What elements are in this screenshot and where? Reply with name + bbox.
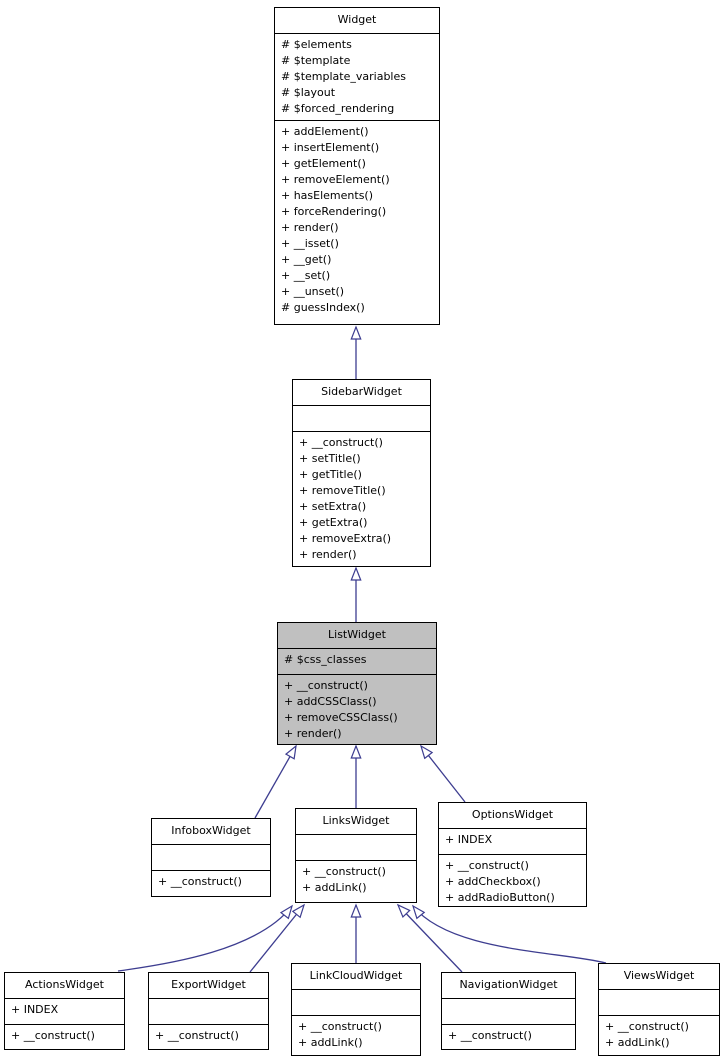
attributes-section xyxy=(152,845,270,871)
method-row: + __construct() xyxy=(448,1029,532,1042)
methods-section xyxy=(599,1016,719,1055)
class-name: LinksWidget xyxy=(296,809,416,835)
class-name: ExportWidget xyxy=(149,973,268,999)
attribute-row: # $elements xyxy=(281,38,352,51)
method-row: + addCSSClass() xyxy=(284,695,377,708)
method-row: + render() xyxy=(284,727,342,740)
class-name: Widget xyxy=(275,8,439,34)
attribute-row: # $template_variables xyxy=(281,70,406,83)
methods-section xyxy=(152,871,270,896)
method-row: + addCheckbox() xyxy=(445,875,541,888)
class-box-NavigationWidget[interactable] xyxy=(441,972,576,1050)
attributes-section xyxy=(293,406,430,432)
method-row: + __get() xyxy=(281,253,332,266)
attributes-section xyxy=(149,999,268,1025)
inheritance-edge-ExportWidget-to-LinksWidget xyxy=(250,905,304,972)
method-row: + addLink() xyxy=(605,1036,670,1049)
attributes-section xyxy=(439,829,586,855)
inheritance-edge-ActionsWidget-to-LinksWidget xyxy=(118,906,292,971)
inheritance-edge-OptionsWidget-to-ListWidget xyxy=(421,746,465,802)
attributes-section xyxy=(442,999,575,1025)
method-row: + addElement() xyxy=(281,125,369,138)
method-row: + __construct() xyxy=(299,436,383,449)
class-name: OptionsWidget xyxy=(439,803,586,829)
class-box-ActionsWidget[interactable] xyxy=(4,972,125,1050)
attributes-section xyxy=(296,835,416,861)
methods-section xyxy=(439,855,586,907)
method-row: + setTitle() xyxy=(299,452,361,465)
method-row: # guessIndex() xyxy=(281,301,365,314)
method-row: + addRadioButton() xyxy=(445,891,555,904)
method-row: + removeTitle() xyxy=(299,484,386,497)
class-name: NavigationWidget xyxy=(442,973,575,999)
attribute-row: # $forced_rendering xyxy=(281,102,395,115)
class-box-OptionsWidget[interactable] xyxy=(438,802,587,907)
methods-section xyxy=(275,121,439,324)
method-row: + __unset() xyxy=(281,285,345,298)
class-box-InfoboxWidget[interactable] xyxy=(151,818,271,897)
method-row: + removeElement() xyxy=(281,173,390,186)
attribute-row: # $template xyxy=(281,54,351,67)
class-name: InfoboxWidget xyxy=(152,819,270,845)
method-row: + getTitle() xyxy=(299,468,362,481)
attributes-section xyxy=(275,34,439,121)
method-row: + __set() xyxy=(281,269,331,282)
class-box-LinkCloudWidget[interactable] xyxy=(291,963,421,1056)
method-row: + hasElements() xyxy=(281,189,374,202)
methods-section xyxy=(296,861,416,902)
methods-section xyxy=(442,1025,575,1049)
attributes-section xyxy=(292,990,420,1016)
inheritance-edge-NavigationWidget-to-LinksWidget xyxy=(398,905,462,972)
class-box-ListWidget[interactable] xyxy=(277,622,437,745)
method-row: + getExtra() xyxy=(299,516,368,529)
attribute-row: # $layout xyxy=(281,86,336,99)
class-box-Widget[interactable] xyxy=(274,7,440,325)
methods-section xyxy=(292,1016,420,1055)
class-name: ViewsWidget xyxy=(599,964,719,990)
class-box-ExportWidget[interactable] xyxy=(148,972,269,1050)
method-row: + forceRendering() xyxy=(281,205,387,218)
attributes-section xyxy=(278,649,436,675)
class-name: SidebarWidget xyxy=(293,380,430,406)
attributes-section xyxy=(599,990,719,1016)
method-row: + removeCSSClass() xyxy=(284,711,398,724)
methods-section xyxy=(278,675,436,745)
method-row: + __construct() xyxy=(155,1029,239,1042)
attributes-section xyxy=(5,999,124,1025)
method-row: + removeExtra() xyxy=(299,532,392,545)
class-name: ListWidget xyxy=(278,623,436,649)
methods-section xyxy=(293,432,430,566)
method-row: + __construct() xyxy=(298,1020,382,1033)
method-row: + __construct() xyxy=(158,875,242,888)
method-row: + setExtra() xyxy=(299,500,367,513)
class-box-SidebarWidget[interactable] xyxy=(292,379,431,567)
methods-section xyxy=(5,1025,124,1049)
attribute-row: # $css_classes xyxy=(284,653,367,666)
method-row: + addLink() xyxy=(302,881,367,894)
method-row: + render() xyxy=(299,548,357,561)
class-box-ViewsWidget[interactable] xyxy=(598,963,720,1056)
inheritance-edge-ViewsWidget-to-LinksWidget xyxy=(413,906,606,963)
method-row: + addLink() xyxy=(298,1036,363,1049)
method-row: + __construct() xyxy=(284,679,368,692)
class-name: ActionsWidget xyxy=(5,973,124,999)
method-row: + __construct() xyxy=(302,865,386,878)
inheritance-edge-InfoboxWidget-to-ListWidget xyxy=(255,746,296,818)
method-row: + insertElement() xyxy=(281,141,380,154)
method-row: + __isset() xyxy=(281,237,339,250)
attribute-row: + INDEX xyxy=(11,1003,59,1016)
method-row: + __construct() xyxy=(445,859,529,872)
attribute-row: + INDEX xyxy=(445,833,493,846)
class-box-LinksWidget[interactable] xyxy=(295,808,417,903)
method-row: + render() xyxy=(281,221,339,234)
method-row: + __construct() xyxy=(605,1020,689,1033)
methods-section xyxy=(149,1025,268,1049)
method-row: + getElement() xyxy=(281,157,366,170)
class-name: LinkCloudWidget xyxy=(292,964,420,990)
method-row: + __construct() xyxy=(11,1029,95,1042)
